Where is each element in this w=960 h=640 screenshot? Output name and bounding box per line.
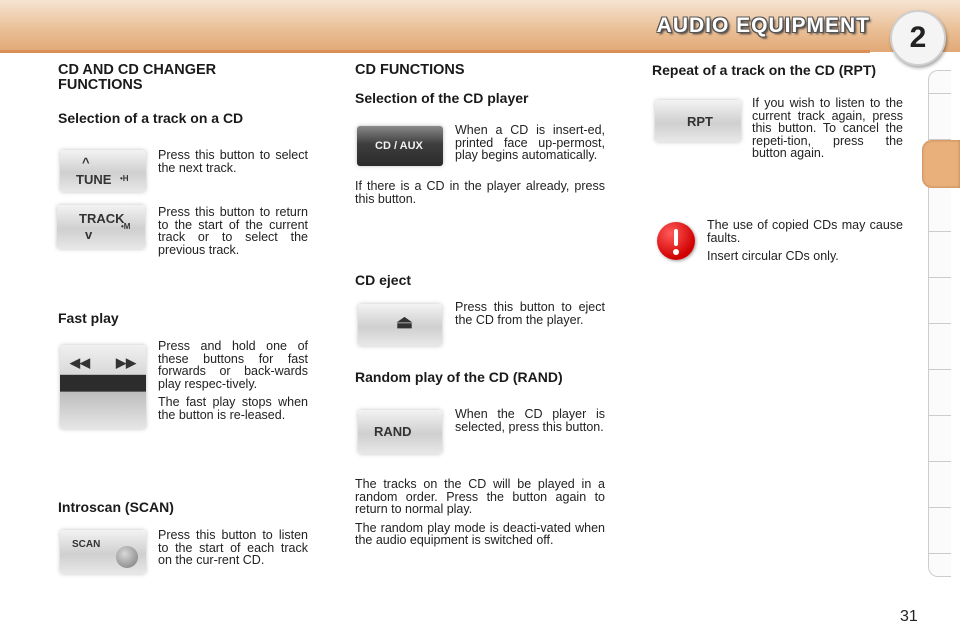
tune-button-label: TUNE xyxy=(76,172,112,187)
random-select-text: When the CD player is selected, press this button. xyxy=(455,407,605,434)
side-tab-divider xyxy=(929,231,951,232)
side-tab-divider xyxy=(929,93,951,94)
next-track-text: Press this button to select the next track. xyxy=(158,148,308,175)
side-tab-divider xyxy=(929,507,951,508)
rpt-button-label: RPT xyxy=(687,114,713,129)
heading-player-selection: Selection of the CD player xyxy=(355,90,529,106)
track-button-badge: •M xyxy=(121,222,131,231)
fast-forward-icon: ▶▶ xyxy=(116,355,136,370)
repeat-text: If you wish to listen to the current track again, press this button. To cancel the repeti-tion, press the button again. xyxy=(752,96,903,160)
fast-play-text: Press and hold one of these buttons for fast forwards or back-wards play respec-tively. The fast play stops when the button is re-leased. xyxy=(158,339,308,422)
previous-track-text: Press this button to return to the start of the current track or to select the previous track. xyxy=(158,205,308,257)
heading-track-selection: Selection of a track on a CD xyxy=(58,110,244,126)
introscan-text: Press this button to listen to the start of each track on the cur-rent CD. xyxy=(158,528,308,567)
scan-button-label: SCAN xyxy=(72,539,101,550)
heading-random-play: Random play of the CD (RAND) xyxy=(355,369,563,385)
side-tab-divider xyxy=(929,323,951,324)
player-selection-text: When a CD is insert-ed, printed face up-permost, play begins automatically. xyxy=(455,123,605,162)
rand-button-image xyxy=(358,410,442,454)
player-already-text: If there is a CD in the player already, press this button. xyxy=(355,179,605,206)
section-title-cd-functions: CD FUNCTIONS xyxy=(355,62,465,78)
tune-button-badge: •H xyxy=(120,174,129,183)
rand-button-label: RAND xyxy=(374,424,412,439)
eject-icon: ⏏ xyxy=(396,312,414,332)
rewind-icon: ◀◀ xyxy=(70,355,90,370)
side-tab-divider xyxy=(929,415,951,416)
heading-repeat-track: Repeat of a track on the CD (RPT) xyxy=(652,62,877,78)
cd-aux-button-image xyxy=(357,126,443,166)
side-tab-divider xyxy=(929,369,951,370)
header-rule xyxy=(0,50,870,53)
track-button-image xyxy=(57,205,145,249)
heading-introscan: Introscan (SCAN) xyxy=(58,499,174,515)
chevron-down-icon: v xyxy=(85,227,93,242)
warning-text: The use of copied CDs may cause faults. Insert circular CDs only. xyxy=(707,218,903,263)
warning-icon xyxy=(657,222,695,260)
rpt-button-image xyxy=(655,100,741,142)
side-tab-divider xyxy=(929,553,951,554)
side-tab-active-chapter[interactable] xyxy=(922,140,960,188)
eject-button-image xyxy=(358,304,442,346)
section-title-cd-changer: CD AND CD CHANGER FUNCTIONS xyxy=(58,62,217,93)
heading-fast-play: Fast play xyxy=(58,310,119,326)
cd-aux-button-label: CD / AUX xyxy=(375,140,423,152)
chevron-up-icon: ^ xyxy=(82,155,90,170)
heading-cd-eject: CD eject xyxy=(355,272,412,288)
eject-text: Press this button to eject the CD from the player. xyxy=(455,300,605,327)
chapter-number-badge: 2 xyxy=(890,10,946,66)
tune-button-image xyxy=(60,150,146,192)
page-number: 31 xyxy=(900,608,918,625)
random-description-text: The tracks on the CD will be played in a random order. Press the button again to return to normal play. The random play mode is deacti-vated when the audio equipment is switched off. xyxy=(355,477,605,547)
scan-button-image xyxy=(60,530,146,574)
seek-buttons-image xyxy=(60,345,146,429)
chapter-title: AUDIO EQUIPMENT xyxy=(656,14,870,37)
track-button-label: TRACK xyxy=(79,211,125,226)
side-tab-divider xyxy=(929,461,951,462)
side-tab-divider xyxy=(929,277,951,278)
volume-knob-icon xyxy=(116,546,138,568)
